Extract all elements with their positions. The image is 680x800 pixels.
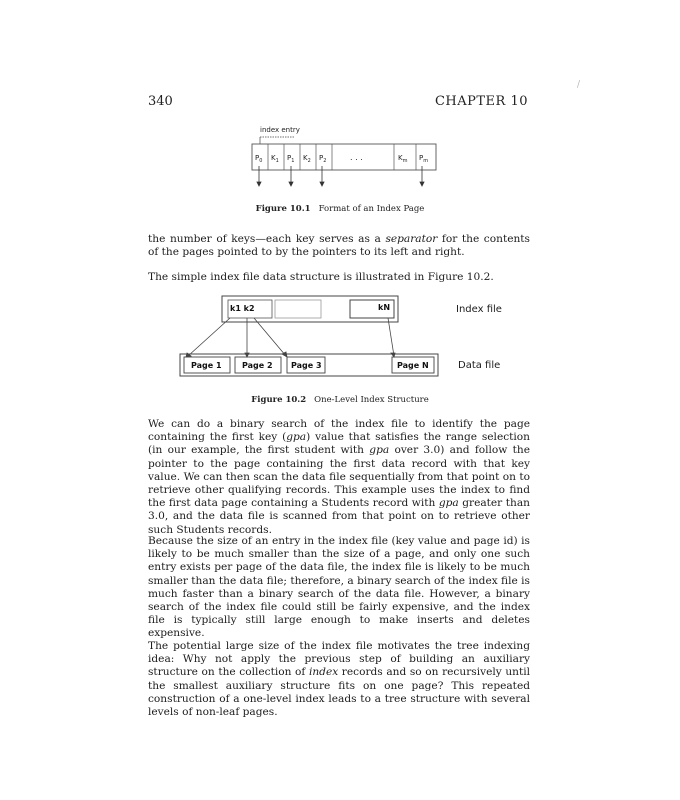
figure-10-2-caption	[0, 395, 680, 405]
para5-emphasis: index	[308, 666, 339, 679]
cell-k2: $K_2$	[303, 154, 311, 164]
figure-10-1-label: Figure 10.1	[255, 204, 311, 214]
para3-text-b: ) value that satisfies the range selection (in our example, the first student with	[148, 431, 530, 457]
index-last-key-text: kN	[378, 303, 391, 312]
page-n-label: Page N	[397, 361, 429, 370]
data-file-label: Data file	[458, 360, 501, 371]
page-2-label: Page 2	[242, 361, 273, 370]
one-level-index-diagram	[160, 290, 560, 388]
para3-emphasis-c: gpa	[438, 497, 459, 510]
paragraph-binary-search	[148, 418, 530, 537]
paragraph-index-size: Because the size of an entry in the index file (key value and page id) is likely to be much smaller than the size of a page, and only one such entry exists per page of the data file, the index file is likely to be much smaller than the data file; therefore, a binary search of the index file is much faster than a binary search of the data file. However, a binary search of the index file could still be fairly expensive, and the index file is typically still large enough to make inserts and deletes expensive.	[148, 535, 530, 640]
paragraph-separator	[148, 233, 530, 259]
index-entry-empty	[275, 300, 321, 318]
chapter-heading: CHAPTER 10	[434, 94, 528, 109]
cell-pm: $P_m$	[419, 154, 429, 164]
cell-km: $K_m$	[398, 154, 408, 164]
figure-10-1-title: Format of an Index Page	[318, 204, 425, 214]
paragraph-figure-reference: The simple index file data structure is illustrated in Figure 10.2.	[148, 271, 494, 283]
index-page-format-diagram	[242, 120, 442, 204]
para3-emphasis-b: gpa	[369, 444, 390, 457]
page-1-label: Page 1	[191, 361, 222, 370]
para1-text-a: the number of keys—each key serves as a	[148, 233, 386, 245]
para3-text-d: greater than 3.0, and the data file is scanned from that point on to retrieve other such Students records.	[148, 497, 530, 536]
para1-emphasis: separator	[385, 233, 438, 245]
index-entry-label: index entry	[260, 126, 300, 134]
index-page-outline	[252, 144, 436, 170]
para3-text-c: over 3.0) and follow the pointer to the page containing the first data record with that key value. We can then scan the data file sequentially from that point on to retrieve other qualifying records. This example uses the index to find the first data page containing a Students record with	[148, 444, 530, 510]
index-file-label: Index file	[456, 304, 502, 315]
cell-ellipsis: . . .	[350, 153, 363, 162]
para1-text-b: for the contents of the pages pointed to by the pointers to its left and right.	[148, 233, 530, 259]
para3-emphasis-a: gpa	[286, 431, 307, 444]
para5-text-b: records and so on recursively until the smallest auxiliary structure fits on one page? This repeated construction of a one-level index leads to a tree structure with several levels of non-leaf pages.	[148, 666, 530, 719]
figure-10-1-caption	[0, 204, 680, 214]
index-pointer-lines	[186, 318, 395, 357]
paragraph-tree-indexing	[148, 640, 530, 719]
figure-10-2-title: One-Level Index Structure	[314, 395, 429, 405]
cell-p1: $P_1$	[287, 154, 295, 164]
page-3-label: Page 3	[291, 361, 322, 370]
cell-p0: $P_0$	[255, 154, 263, 164]
cell-p2: $P_2$	[319, 154, 327, 164]
margin-mark: /	[577, 80, 581, 90]
cell-k1: $K_1$	[271, 154, 279, 164]
page-number: 340	[148, 94, 173, 109]
pointer-arrows	[257, 166, 424, 186]
para5-text-a: The potential large size of the index file motivates the tree indexing idea: Why not apply the previous step of building an auxiliary structure on the collection of	[148, 640, 530, 679]
para3-text-a: We can do a binary search of the index file to identify the page containing the first key (	[148, 418, 530, 444]
index-keys-text: k1 k2	[230, 304, 255, 313]
figure-10-2-label: Figure 10.2	[251, 395, 307, 405]
